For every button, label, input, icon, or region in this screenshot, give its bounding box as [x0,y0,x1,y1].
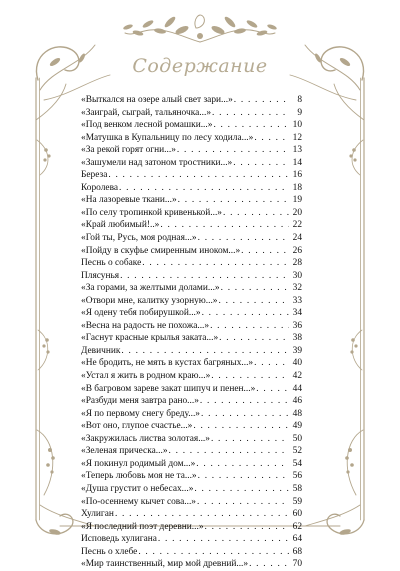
toc-entry[interactable] [81,408,302,421]
dot-leader [232,157,289,170]
toc-entry-page: 36 [292,320,302,331]
toc-entry-page: 59 [292,496,302,507]
toc-entry[interactable] [81,144,302,157]
toc-entry-page: 44 [292,383,302,394]
dot-leader [120,345,289,358]
toc-entry-page: 70 [292,559,302,570]
toc-entry[interactable] [81,132,302,145]
dot-leader [168,445,289,458]
toc-heading: Содержание [132,55,268,77]
dot-leader [233,94,289,107]
toc-entry-title: «Не бродить, не мять в кустах багряных...» [81,358,254,369]
toc-entry-title: Хулиган [81,509,114,520]
toc-entry-title: «Гой ты, Русь, моя родная...» [81,233,197,244]
table-of-contents [81,94,302,571]
dot-leader [192,420,289,433]
toc-entry-title: «Разбуди меня завтра рано...» [81,396,199,407]
dot-leader [218,332,289,345]
toc-entry[interactable] [81,533,302,546]
toc-entry-page: 28 [292,258,302,269]
toc-entry-title: «Гаснут красные крылья заката...» [81,333,219,344]
toc-entry-title: «Я покинул родимый дом...» [81,458,196,469]
toc-entry-title: «Я по первому снегу бреду...» [81,408,200,419]
toc-entry-title: «За рекой горят огни...» [81,145,176,156]
toc-entry-title: Исповедь хулигана [81,534,157,545]
dot-leader [210,370,289,383]
toc-entry-page: 52 [292,446,302,457]
dot-leader [200,408,289,421]
toc-entry[interactable] [81,458,302,471]
toc-entry-title: Королева [81,182,119,193]
dot-leader [177,194,289,207]
toc-entry-title: «Выткался на озере алый свет зари...» [81,95,233,105]
toc-entry-title: Песнь о хлебе [81,546,138,557]
toc-entry[interactable] [81,345,302,358]
toc-entry[interactable] [81,307,302,320]
toc-entry-title: «Зеленая прическа...» [81,446,168,457]
toc-entry-title: «Устал я жить в родном краю...» [81,371,211,382]
dot-leader [220,282,289,295]
toc-entry[interactable] [81,445,302,458]
toc-entry-title: «Мир таинственный, мир мой древний...» [81,559,249,570]
dot-leader [119,270,289,283]
toc-entry-title: «Пойду в скуфье смиренным иноком...» [81,245,241,256]
toc-entry-title: «Теперь любовь моя не та...» [81,471,197,482]
dot-leader [240,245,289,258]
toc-entry-page: 16 [292,170,302,181]
toc-entry-page: 38 [292,333,302,344]
toc-entry-page: 42 [292,371,302,382]
dot-leader [159,219,289,232]
toc-entry-page: 13 [292,145,302,156]
toc-entry[interactable] [81,332,302,345]
dot-leader [197,232,289,245]
toc-entry-page: 12 [292,132,302,143]
dot-leader [222,207,289,220]
toc-entry[interactable] [81,558,302,571]
toc-entry-page: 24 [292,233,302,244]
dot-leader [253,132,289,145]
toc-entry-title: «Край любимый!..» [81,220,160,231]
dot-leader [201,307,289,320]
toc-entry-page: 33 [292,295,302,306]
toc-entry-page: 50 [292,433,302,444]
toc-entry-page: 8 [297,95,302,105]
toc-entry[interactable] [81,496,302,509]
toc-entry-title: «Я одену тебя побирушкой...» [81,308,201,319]
toc-entry-title: «Заиграй, сыграй, тальяночка...» [81,107,212,118]
toc-entry[interactable] [81,483,302,496]
toc-entry-page: 34 [292,308,302,319]
toc-entry-page: 68 [292,546,302,557]
toc-entry[interactable] [81,282,302,295]
toc-entry-title: «Под венком лесной ромашки...» [81,120,213,131]
dot-leader [107,169,289,182]
dot-leader [253,357,289,370]
toc-entry-title: «На лазоревые ткани...» [81,195,177,206]
toc-entry-page: 49 [292,421,302,432]
toc-entry[interactable] [81,232,302,245]
toc-entry-title: «Матушка в Купальницу по лесу ходила...» [81,132,254,143]
dot-leader [248,558,289,571]
toc-entry-page: 64 [292,534,302,545]
toc-entry[interactable] [81,420,302,433]
toc-entry[interactable] [81,508,302,521]
toc-entry[interactable] [81,295,302,308]
toc-entry-page: 26 [292,245,302,256]
toc-entry-page: 22 [292,220,302,231]
toc-entry[interactable] [81,470,302,483]
dot-leader [176,144,289,157]
toc-entry-page: 19 [292,195,302,206]
toc-entry-title: «Я последний поэт деревни...» [81,521,204,532]
toc-entry[interactable] [81,182,302,195]
dot-leader [137,546,289,559]
toc-entry-page: 40 [292,358,302,369]
toc-entry-title: «По селу тропинкой кривенькой...» [81,207,222,218]
toc-entry-page: 32 [292,283,302,294]
toc-entry-title: Береза [81,170,108,181]
toc-entry-page: 60 [292,509,302,520]
dot-leader [157,533,289,546]
dot-leader [114,508,289,521]
toc-entry-page: 9 [297,107,302,118]
toc-entry-title: «В багровом зареве закат шипуч и пенен...» [81,383,256,394]
toc-entry-title: «Душа грустит о небесах...» [81,483,194,494]
toc-entry-page: 56 [292,471,302,482]
toc-entry-title: «За горами, за желтыми долами...» [81,283,220,294]
toc-entry[interactable] [81,219,302,232]
dot-leader [193,483,289,496]
toc-entry-page: 48 [292,408,302,419]
toc-entry[interactable] [81,157,302,170]
toc-entry-title: «Закружилась листва золотая...» [81,433,210,444]
toc-entry[interactable] [81,94,302,107]
toc-entry-page: 20 [292,207,302,218]
dot-leader [196,496,289,509]
toc-entry-page: 54 [292,458,302,469]
dot-leader [141,257,289,270]
toc-entry[interactable] [81,169,302,182]
toc-entry[interactable] [81,357,302,370]
dot-leader [209,320,289,333]
toc-entry[interactable] [81,395,302,408]
toc-entry-page: 14 [292,157,302,168]
toc-entry-page: 46 [292,396,302,407]
toc-entry-title: «Зашумели над затоном тростники...» [81,157,233,168]
toc-entry-title: Песнь о собаке [81,258,142,269]
toc-entry[interactable] [81,270,302,283]
toc-entry[interactable] [81,546,302,559]
toc-entry[interactable] [81,207,302,220]
dot-leader [255,383,289,396]
dot-leader [195,458,289,471]
toc-entry[interactable] [81,521,302,534]
toc-entry-page: 62 [292,521,302,532]
toc-entry-page: 58 [292,483,302,494]
dot-leader [218,295,290,308]
toc-entry-page: 10 [292,120,302,131]
toc-entry[interactable] [81,320,302,333]
toc-entry[interactable] [81,257,302,270]
dot-leader [210,433,289,446]
toc-entry[interactable] [81,194,302,207]
toc-entry-page: 39 [292,345,302,356]
toc-entry-title: «Вот оно, глупое счастье...» [81,421,193,432]
toc-entry[interactable] [81,433,302,446]
dot-leader [212,119,289,132]
toc-entry-title: «Весна на радость не похожа...» [81,320,210,331]
toc-entry-title: Плясунья [81,270,120,281]
toc-entry[interactable] [81,107,302,120]
dot-leader [204,521,289,534]
dot-leader [211,107,289,120]
toc-entry-title: «Отвори мне, калитку узорную...» [81,295,218,306]
toc-entry[interactable] [81,370,302,383]
toc-entry[interactable] [81,383,302,396]
dot-leader [199,395,289,408]
toc-entry[interactable] [81,245,302,258]
toc-entry-title: Девичник [81,345,121,356]
toc-entry-page: 18 [292,182,302,193]
toc-entry-page: 30 [292,270,302,281]
toc-entry[interactable] [81,119,302,132]
toc-entry-title: «По-осеннему кычет сова...» [81,496,196,507]
dot-leader [118,182,289,195]
dot-leader [197,470,289,483]
